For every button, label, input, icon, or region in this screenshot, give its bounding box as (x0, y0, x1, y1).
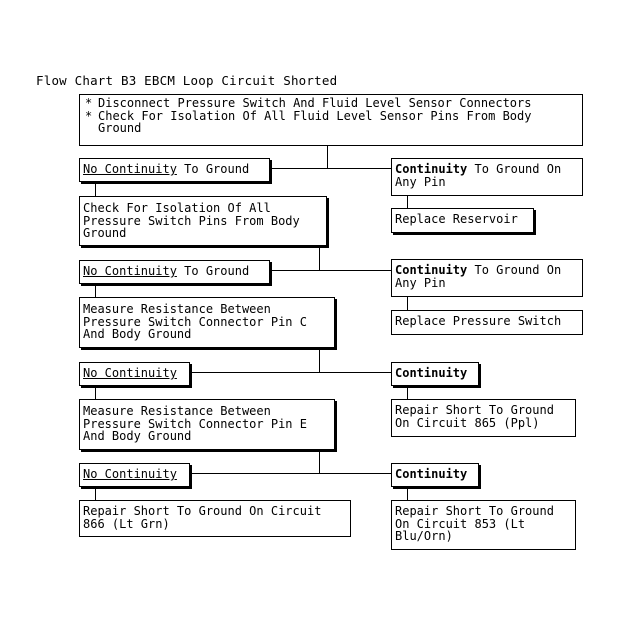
measure-pin-e-text: Measure Resistance Between Pressure Switch Connector Pin E And Body Ground (83, 404, 307, 443)
continuity-label: Continuity (395, 467, 468, 481)
check-pressure-switch-pins-text: Check For Isolation Of All Pressure Switch Pins From Body Ground (83, 201, 300, 240)
step1-no-continuity-box (79, 158, 270, 182)
continuity-label: Continuity (395, 162, 468, 176)
step3-continuity-box (391, 362, 479, 386)
no-continuity-label: No Continuity (83, 467, 177, 481)
connector (270, 168, 392, 169)
to-ground-label: To Ground (176, 162, 250, 176)
step4-yes-result-box (391, 500, 576, 550)
no-continuity-label: No Continuity (83, 162, 177, 176)
continuity-label: Continuity (395, 263, 468, 277)
connector (407, 386, 408, 399)
step3-action-box (79, 399, 335, 450)
connector (190, 473, 392, 474)
connector (319, 246, 320, 270)
connector (190, 372, 392, 373)
no-continuity-label: No Continuity (83, 264, 177, 278)
connector (319, 348, 320, 372)
step1-continuity-box (391, 158, 583, 196)
step2-continuity-box (391, 259, 583, 297)
repair-circuit-853-text: Repair Short To Ground On Circuit 853 (Lt Blu/Orn) (395, 504, 554, 543)
connector (407, 487, 408, 500)
step2-action-box (79, 297, 335, 348)
step2-no-continuity-box (79, 260, 270, 284)
step4-continuity-box (391, 463, 479, 487)
no-continuity-label: No Continuity (83, 366, 177, 380)
chart-title: Flow Chart B3 EBCM Loop Circuit Shorted (36, 73, 338, 88)
replace-pressure-switch-text: Replace Pressure Switch (395, 314, 562, 328)
connector (95, 183, 96, 196)
start-item-disconnect: * Disconnect Pressure Switch And Fluid Level Sensor Connectors (83, 97, 579, 110)
connector (319, 450, 320, 473)
to-ground-label: To Ground (176, 264, 250, 278)
to-ground-on-any-pin-label: To Ground On Any Pin (395, 263, 562, 290)
connector (95, 284, 96, 297)
step4-no-result-box (79, 500, 351, 537)
to-ground-on-any-pin-label: To Ground On Any Pin (395, 162, 562, 189)
continuity-label: Continuity (395, 366, 468, 380)
step1-action-box (79, 196, 327, 246)
connector (407, 297, 408, 310)
repair-circuit-866-text: Repair Short To Ground On Circuit 866 (Lt Grn) (83, 504, 322, 531)
connector (95, 487, 96, 500)
repair-circuit-865-text: Repair Short To Ground On Circuit 865 (Ppl) (395, 403, 554, 430)
start-item-check-isolation: * Check For Isolation Of All Fluid Level Sensor Pins From Body Ground (83, 110, 579, 135)
step2-result-box (391, 310, 583, 335)
replace-reservoir-text: Replace Reservoir (395, 212, 518, 226)
step3-result-box (391, 399, 576, 437)
step1-result-box (391, 208, 534, 233)
step3-no-continuity-box (79, 362, 190, 386)
connector (407, 195, 408, 208)
connector (327, 146, 328, 169)
measure-pin-c-text: Measure Resistance Between Pressure Switch Connector Pin C And Body Ground (83, 302, 307, 341)
start-box (79, 94, 583, 146)
connector (270, 270, 392, 271)
connector (95, 386, 96, 399)
step4-no-continuity-box (79, 463, 190, 487)
